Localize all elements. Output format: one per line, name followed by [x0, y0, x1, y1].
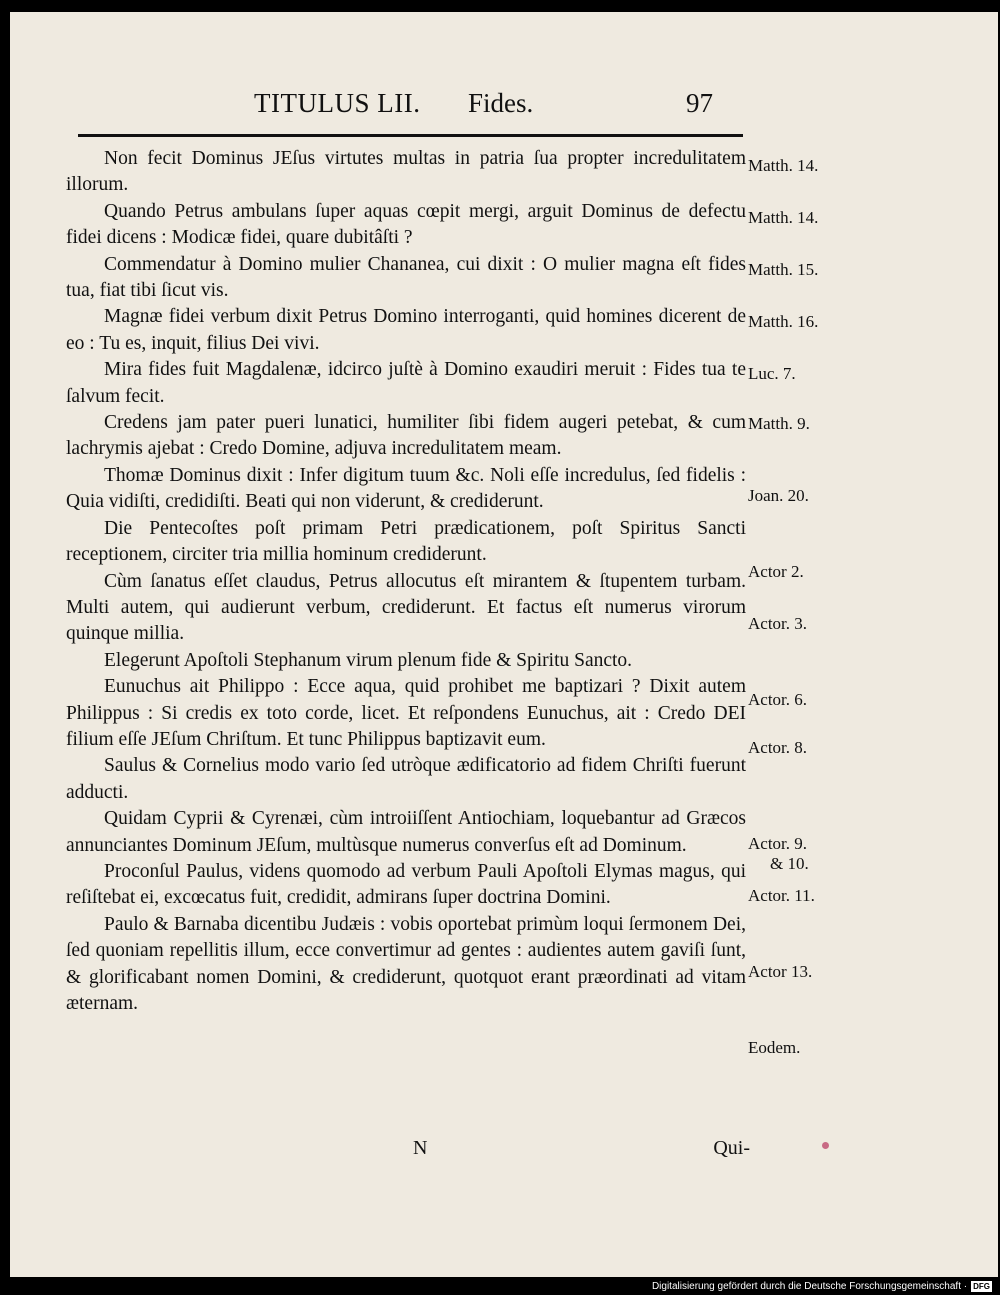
entry-15: Paulo & Barnaba dicentibu Judæis : vobis oportebat primùm loqui ſermonem Dei, ſed quoniam repellitis illum, ecce convertimur ad gentes : audientes autem gaviſi ſunt, & glorificabant nomen Domini, & crediderunt, quotquot erant præordinati ad vitam æternam.	[66, 913, 746, 1014]
margin-ref: & 10.	[770, 854, 809, 873]
body-text	[66, 146, 746, 1017]
running-head	[0, 88, 1000, 128]
funding-credit	[652, 1279, 992, 1293]
credit-text: Digitalisierung gefördert durch die Deutsche Forschungsgemeinschaft ·	[651, 1280, 968, 1292]
signature-mark: N	[413, 1137, 428, 1159]
chapter-subtitle: Fides.	[468, 88, 534, 118]
margin-ref: Luc. 7.	[748, 364, 796, 383]
margin-ref: Matth. 9.	[748, 414, 810, 433]
ink-spot	[822, 1142, 829, 1149]
margin-ref: Actor 2.	[748, 562, 804, 581]
margin-ref: Actor. 8.	[748, 738, 808, 757]
margin-ref: Actor. 9.	[748, 834, 808, 853]
chapter-title: TITULUS LII.	[254, 88, 421, 118]
entry-11: Eunuchus ait Philippo : Ecce aqua, quid prohibet me baptizari ? Dixit autem Philippus : Si credis ex toto corde, licet. Et reſpondens Eunuchus, ait : Credo DEI filium eſſe JEſum Chriſtum. Et tunc Philippus baptizavit eum.	[66, 676, 746, 750]
margin-ref: Matth. 14.	[748, 156, 819, 175]
margin-ref: Matth. 14.	[748, 208, 819, 227]
margin-ref: Joan. 20.	[748, 486, 809, 505]
catchword: Qui-	[713, 1137, 750, 1159]
entry-13: Quidam Cyprii & Cyrenæi, cùm introiiſſent Antiochiam, loquebantur ad Græcos annunciantes Dominum JEſum, multùsque numerus converſus eſt ad Dominum.	[66, 808, 746, 856]
entry-7: Thomæ Dominus dixit : Infer digitum tuum &c. Noli eſſe incredulus, ſed fidelis : Quia vidiſti, credidiſti. Beati qui non viderunt, & crediderunt.	[66, 464, 746, 513]
margin-ref: Eodem.	[748, 1038, 801, 1057]
page-footer	[66, 1137, 750, 1167]
entry-6: Credens jam pater pueri lunatici, humiliter ſibi fidem augeri petebat, & cum lachrymis ajebat : Credo Domine, adjuva incredulitatem meam.	[66, 412, 746, 460]
entry-3: Commendatur à Domino mulier Chananea, cui dixit : O mulier magna eſt fides tua, fiat tibi ſicut vis.	[66, 253, 746, 302]
entry-4: Magnæ fidei verbum dixit Petrus Domino interroganti, quid homines dicerent de eo : Tu es, inquit, filius Dei vivi.	[66, 306, 746, 354]
entry-10: Elegerunt Apoſtoli Stephanum virum plenum fide & Spiritu Sancto.	[104, 649, 633, 671]
entry-2: Quando Petrus ambulans ſuper aquas cœpit mergi, arguit Dominus de defectu fidei dicens : Modicæ fidei, quare dubitâſti ?	[66, 200, 746, 249]
margin-ref: Matth. 15.	[748, 260, 819, 279]
margin-ref: Matth. 16.	[748, 312, 819, 331]
entry-9: Cùm ſanatus eſſet claudus, Petrus allocutus eſt mirantem & ſtupentem turbam. Multi autem, qui audierunt verbum, crediderunt. Et factus eſt numerus virorum quinque millia.	[66, 570, 746, 645]
header-rule	[78, 134, 743, 137]
entry-5: Mira fides fuit Magdalenæ, idcirco juſtè à Domino exaudiri meruit : Fides tua te ſalvum fecit.	[66, 359, 746, 407]
page-number: 97	[686, 88, 713, 118]
entry-12: Saulus & Cornelius modo vario ſed utròque ædificatorio ad fidem Chriſti fuerunt adducti.	[66, 755, 746, 803]
margin-ref: Actor. 6.	[748, 690, 808, 709]
dfg-logo-icon: DFG	[973, 1281, 990, 1291]
entry-8: Die Pentecoſtes poſt primam Petri prædicationem, poſt Spiritus Sancti receptionem, circiter tria millia hominum crediderunt.	[66, 517, 746, 566]
margin-ref: Actor. 11.	[748, 886, 815, 905]
margin-ref: Actor 13.	[748, 962, 813, 981]
entry-14: Proconſul Paulus, videns quomodo ad verbum Pauli Apoſtoli Elymas magus, qui reſiſtebat ei, excœcatus fuit, credidit, admirans ſuper doctrina Domini.	[66, 860, 746, 909]
entry-1: Non fecit Dominus JEſus virtutes multas in patria ſua propter incredulitatem illorum.	[66, 148, 746, 196]
margin-ref: Actor. 3.	[748, 614, 808, 633]
